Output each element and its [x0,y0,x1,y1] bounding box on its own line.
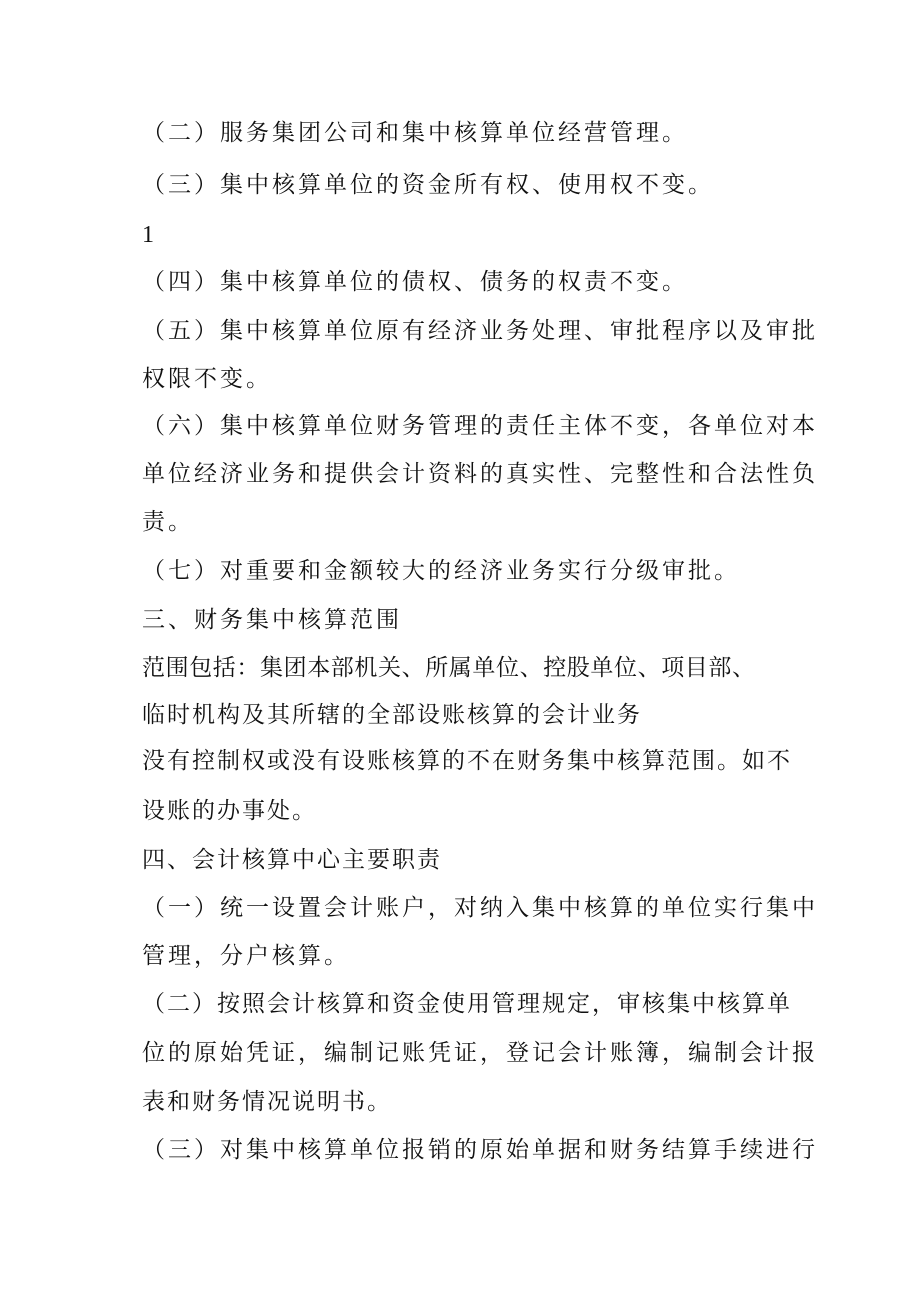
text-line: 单位经济业务和提供会计资料的真实性、完整性和合法性负 [142,461,818,487]
text-line: 责。 [142,509,194,535]
text-line: 范围包括：集团本部机关、所属单位、控股单位、项目部、 [142,655,756,681]
text-line: 临时机构及其所辖的全部设账核算的会计业务 [142,702,642,728]
text-line: （一）统一设置会计账户，对纳入集中核算的单位实行集中 [142,895,818,921]
text-line: （二）按照会计核算和资金使用管理规定，审核集中核算单 [142,991,792,1017]
text-line: 管理，分户核算。 [142,943,350,969]
text-line: （四）集中核算单位的债权、债务的权责不变。 [142,269,688,295]
text-line: 权限不变。 [142,366,272,392]
text-line: 没有控制权或没有设账核算的不在财务集中核算范围。如不 [142,748,792,774]
section-heading: 三、财务集中核算范围 [142,607,402,633]
text-line: （五）集中核算单位原有经济业务处理、审批程序以及审批 [142,318,818,344]
text-line: （七）对重要和金额较大的经济业务实行分级审批。 [142,558,740,584]
text-line: 位的原始凭证，编制记账凭证，登记会计账簿，编制会计报 [142,1040,818,1066]
section-heading: 四、会计核算中心主要职责 [142,847,442,873]
page-number: 1 [142,222,154,248]
text-line: （三）对集中核算单位报销的原始单据和财务结算手续进行 [142,1137,818,1163]
text-line: （六）集中核算单位财务管理的责任主体不变，各单位对本 [142,413,818,439]
text-line: （三）集中核算单位的资金所有权、使用权不变。 [142,172,714,198]
text-line: （二）服务集团公司和集中核算单位经营管理。 [142,120,688,146]
text-line: 表和财务情况说明书。 [142,1089,392,1115]
text-line: 设账的办事处。 [142,798,317,824]
